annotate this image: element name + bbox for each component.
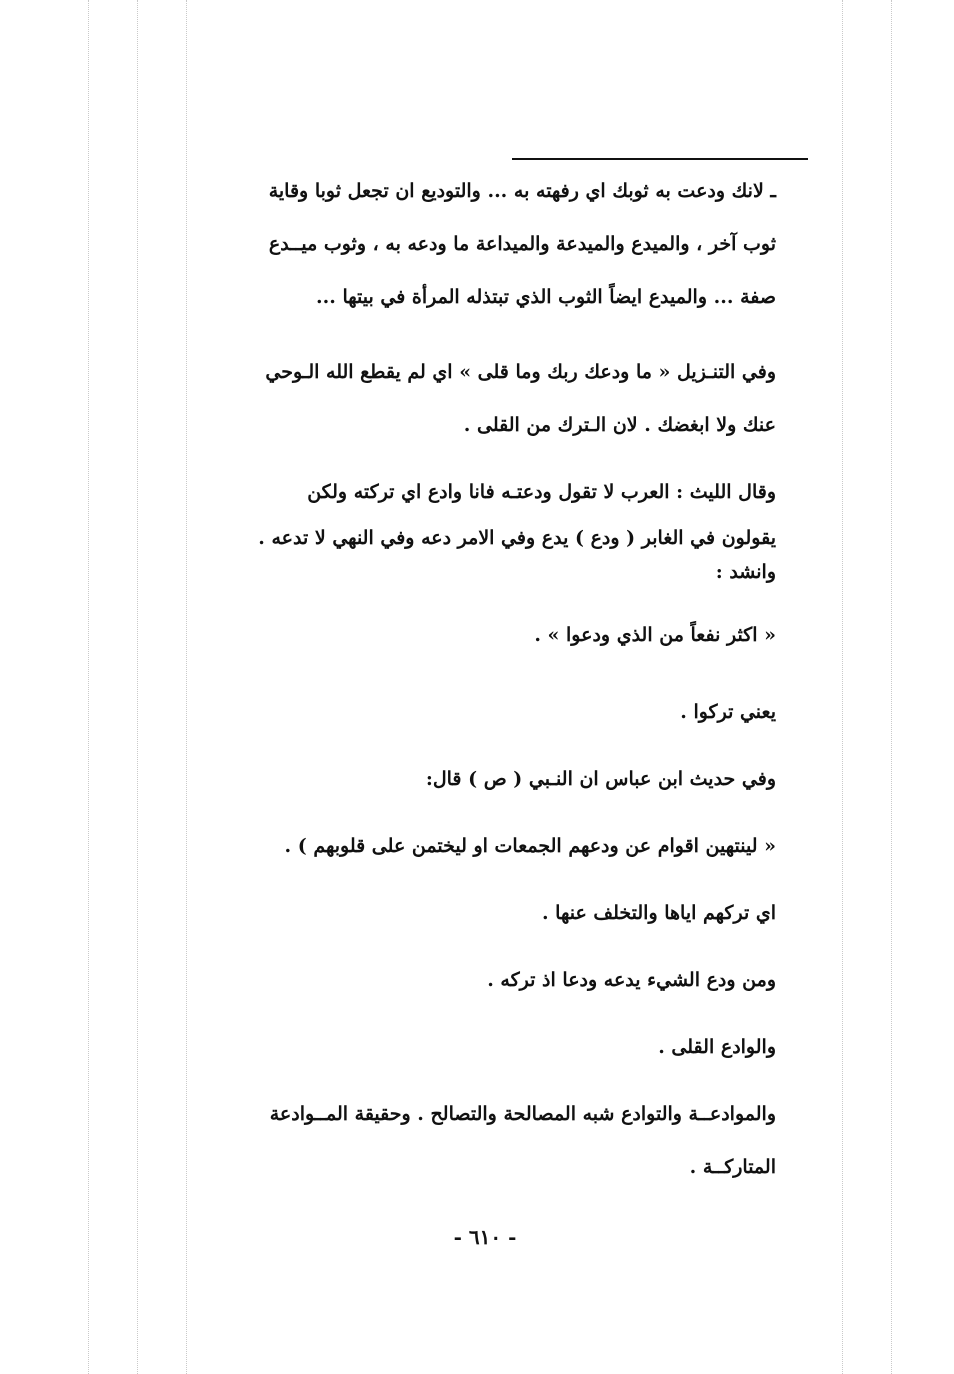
page-body (186, 165, 776, 1194)
text-line: والموادعــة والتوادع شبه المصالحة والتصالح . وحقيقة المــوادعة (269, 1103, 776, 1125)
footnote-separator (512, 158, 808, 160)
hadith-quote: « لينتهين اقوام عن ودعهم الجمعات او ليختمن على قلوبهم ) . (284, 835, 776, 857)
page-number: - ٦١٠ - (453, 1225, 517, 1249)
text-line: عنك ولا ابغضك . لان الـترك من القلى . (463, 414, 776, 436)
paragraph: اي تركهم اياها والتخلف عنها . (541, 902, 776, 924)
paragraph: ومن ودع الشيء يدعه ودعا اذ تركه . (487, 969, 776, 991)
text-line: صفة ... والميدع ايضاً الثوب الذي تبتذله المرأة في بيتها ... (316, 286, 776, 308)
paragraph: والوادع القلى . (658, 1036, 776, 1058)
scan-artifact-line (891, 0, 892, 1374)
text-line: وقال الليث : العرب لا تقول ودعتـه فانا وادع اي تركته ولكن (307, 481, 776, 503)
text-line: ـ لانك ودعت به ثوبك اي رفهته به ... والتوديع ان تجعل ثوبا وقاية (268, 180, 776, 202)
text-line: ثوب آخر ، والميدع والميدعة والميداعة ما ودعه به ، وثوب ميــدع (268, 233, 776, 255)
quoted-verse: « اكثر نفعاً من الذي ودعوا » . (534, 624, 776, 646)
scan-artifact-line (88, 0, 89, 1374)
paragraph: يعني تركوا . (680, 701, 776, 723)
paragraph (186, 1088, 776, 1194)
scan-artifact-line (842, 0, 843, 1374)
paragraph (186, 346, 776, 452)
paragraph: وفي حديث ابن عباس ان النـبي ( ص ) قال: (425, 768, 776, 790)
footnote-block (186, 165, 776, 324)
text-line: يقولون في الغابر ( ودع ) يدع وفي الامر دعه وفي النهي لا تدعه . (258, 527, 776, 549)
paragraph (186, 466, 776, 587)
text-line: وانشد : (715, 561, 776, 583)
scan-artifact-line (137, 0, 138, 1374)
text-line: وفي التنـزيل « ما ودعك ربك وما قلى » اي لم يقطع الله الـوحي (265, 361, 776, 383)
text-line: المتاركــة . (689, 1156, 776, 1178)
